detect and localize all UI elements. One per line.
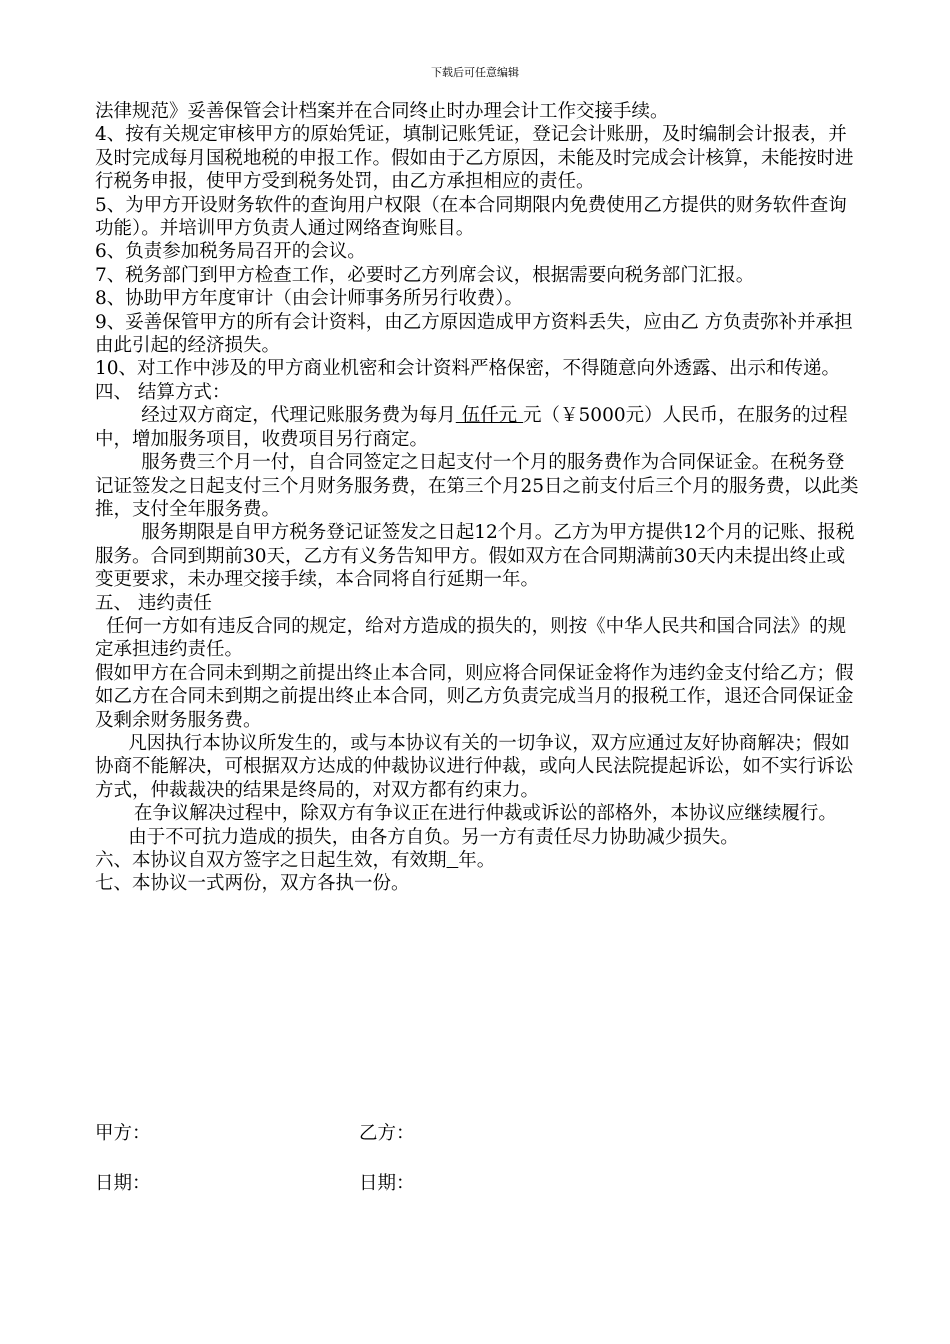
force-majeure: 由于不可抗力造成的损失，由各方自负。另一方有责任尽力协助减少损失。 <box>128 826 739 848</box>
settlement-payment: 服务费三个月一付，自合同签定之日起支付一个月的服务费作为合同保证金。在税务登记证签发之日起支付三个月财务服务费，在第三个月25日之前支付后三个月的服务费，以此类推，支付全年服务费。 <box>95 452 859 520</box>
page-header: 下载后可任意编辑 <box>431 66 519 79</box>
date-a-label: 日期： <box>95 1173 151 1194</box>
breach-liability: 任何一方如有违反合同的规定，给对方造成的损失的，则按《中华人民共和国合同法》的规定承担违约责任。 <box>95 615 847 661</box>
contract-body <box>95 100 859 896</box>
clause-6: 6、负责参加税务局召开的会议。 <box>95 241 366 263</box>
paragraph-archive: 法律规范》妥善保管会计档案并在合同终止时办理会计工作交接手续。 <box>95 101 669 122</box>
section-4-heading: 四、 结算方式： <box>95 381 231 403</box>
clause-9: 9、妥善保管甲方的所有会计资料，由乙方原因造成甲方资料丢失，应由乙 方负责弥补并承担由此引起的经济损失。 <box>95 311 853 357</box>
clause-7: 7、税务部门到甲方检查工作，必要时乙方列席会议，根据需要向税务部门汇报。 <box>95 264 755 286</box>
clause-4: 4、按有关规定审核甲方的原始凭证，填制记账凭证，登记会计账册，及时编制会计报表，并及时完成每月国税地税的申报工作。假如由于乙方原因，未能及时完成会计核算，未能按时进行税务申报，使甲方受到税务处罚，由乙方承担相应的责任。 <box>95 124 854 193</box>
section-5-heading: 五、 违约责任 <box>95 592 212 614</box>
effect-text-post: 年。 <box>458 850 496 871</box>
effect-text-pre: 六、本协议自双方签字之日起生效，有效期 <box>95 850 447 871</box>
party-a-label: 甲方： <box>95 1123 151 1144</box>
clause-5: 5、为甲方开设财务软件的查询用户权限（在本合同期限内免费使用乙方提供的财务软件查询功能）。并培训甲方负责人通过网络查询账目。 <box>95 194 847 240</box>
dispute-resolution: 凡因执行本协议所发生的，或与本协议有关的一切争议，双方应通过友好协商解决；假如协商不能解决，可根据双方达成的仲裁协议进行仲裁，或向人民法院提起诉讼，如不实行诉讼方式，仲裁裁决的结果是终局的，对双方都有约束力。 <box>95 732 854 801</box>
fee-text-post: 元（￥5000元）人民币，在服务的过程中，增加服务项目，收费项目另行商定。 <box>95 405 848 450</box>
fee-amount: 伍仟元 <box>455 405 524 427</box>
settlement-fee <box>95 404 859 451</box>
clause-8: 8、协助甲方年度审计（由会计师事务所另行收费）。 <box>95 288 524 310</box>
dispute-continuation: 在争议解决过程中，除双方有争议正在进行仲裁或诉讼的部格外，本协议应继续履行。 <box>133 803 837 825</box>
section-7-copies: 七、本协议一式两份，双方各执一份。 <box>95 873 410 895</box>
validity-period-blank <box>447 850 459 871</box>
section-6-effect <box>95 849 859 872</box>
settlement-period: 服务期限是自甲方税务登记证签发之日起12个月。乙方为甲方提供12个月的记账、报税服务。合同到期前30天，乙方有义务告知甲方。假如双方在合同期满前30天内未提出终止或变更要求，未办理交接手续，本合同将自行延期一年。 <box>95 522 855 591</box>
date-b-label: 日期： <box>359 1173 415 1194</box>
fee-text-pre: 经过双方商定，代理记账服务费为每月 <box>141 405 456 427</box>
clause-10: 10、对工作中涉及的甲方商业机密和会计资料严格保密，不得随意向外透露、出示和传递。 <box>95 358 841 380</box>
breach-termination: 假如甲方在合同未到期之前提出终止本合同，则应将合同保证金将作为违约金支付给乙方；假如乙方在合同未到期之前提出终止本合同，则乙方负责完成当月的报税工作，退还合同保证金及剩余财务服务费。 <box>95 662 854 731</box>
party-b-label: 乙方： <box>359 1123 415 1144</box>
